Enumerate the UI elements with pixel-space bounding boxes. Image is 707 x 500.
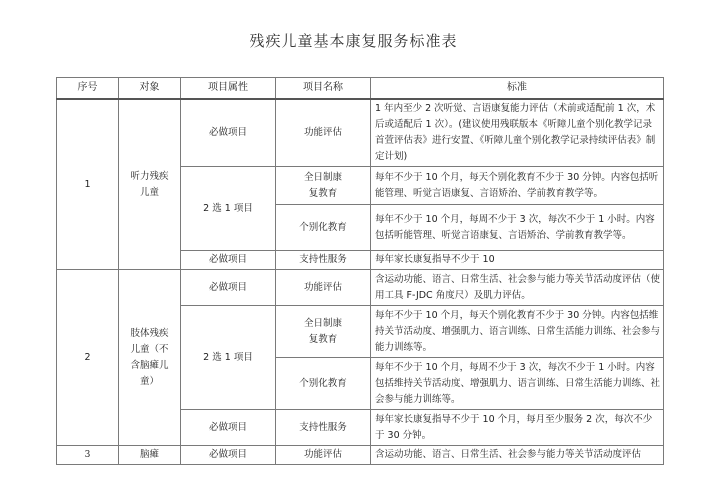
name-cell: 功能评估: [276, 446, 371, 465]
name-cell: 支持性服务: [276, 251, 371, 270]
name-cell: 个别化教育: [276, 358, 371, 410]
standard-cell: 每年不少于 10 个月，每天个别化教育不少于 30 分钟。内容包括听能管理、听觉言语康复、言语矫治、学前教育教学等。: [371, 167, 664, 205]
name-cell: 个别化教育: [276, 205, 371, 251]
table-row: [57, 99, 664, 167]
seq-cell: 1: [57, 99, 119, 270]
name-cell: 全日制康复教育: [276, 167, 371, 205]
document-title: 残疾儿童基本康复服务标准表: [249, 32, 458, 50]
attr-cell: 必做项目: [181, 446, 276, 465]
standard-cell: 每年家长康复指导不少于 10 个月，每月至少服务 2 次，每次不少于 30 分钟。: [371, 410, 664, 446]
name-cell: 功能评估: [276, 99, 371, 167]
standards-table: [56, 77, 664, 465]
name-cell: 全日制康复教育: [276, 306, 371, 358]
seq-cell: 2: [57, 270, 119, 446]
target-cell: 肢体残疾儿童（不含脑瘫儿童）: [119, 270, 181, 446]
attr-cell: 必做项目: [181, 410, 276, 446]
attr-cell: 2 选 1 项目: [181, 306, 276, 410]
attr-cell: 必做项目: [181, 99, 276, 167]
table-row: [57, 270, 664, 306]
standard-cell: 每年不少于 10 个月，每周不少于 3 次，每次不少于 1 小时。内容包括维持关节活动度、增强肌力、语言训练、日常生活能力训练、社会参与能力训练等。: [371, 358, 664, 410]
standard-cell: 含运动功能、语言、日常生活、社会参与能力等关节活动度评估: [371, 446, 664, 465]
header-target: 对象: [119, 78, 181, 100]
seq-cell: 3: [57, 446, 119, 465]
standard-cell: 含运动功能、语言、日常生活、社会参与能力等关节活动度评估（使用工具 F-JDC 角度尺）及肌力评估。: [371, 270, 664, 306]
standard-cell: 每年不少于 10 个月，每天个别化教育不少于 30 分钟。内容包括维持关节活动度、增强肌力、语言训练、日常生活能力训练、社会参与能力训练等。: [371, 306, 664, 358]
target-cell: 脑瘫: [119, 446, 181, 465]
attr-cell: 必做项目: [181, 270, 276, 306]
standard-cell: 每年不少于 10 个月，每周不少于 3 次，每次不少于 1 小时。内容包括听能管理、听觉言语康复、言语矫治、学前教育教学等。: [371, 205, 664, 251]
standard-cell: 每年家长康复指导不少于 10: [371, 251, 664, 270]
header-seq: 序号: [57, 78, 119, 100]
header-standard: 标准: [371, 78, 664, 100]
name-cell: 支持性服务: [276, 410, 371, 446]
header-attr: 项目属性: [181, 78, 276, 100]
standard-cell: 1 年内至少 2 次听觉、言语康复能力评估（术前或适配前 1 次，术后或适配后 1 次）。(建议使用残联版本《听障儿童个别化教学记录首萱评估表》进行安置、《听障儿童个别化教学记录持续评估表》制定计划): [371, 99, 664, 167]
table-header-row: [57, 78, 664, 100]
header-name: 项目名称: [276, 78, 371, 100]
attr-cell: 2 选 1 项目: [181, 167, 276, 251]
target-cell: 听力残疾儿童: [119, 99, 181, 270]
name-cell: 功能评估: [276, 270, 371, 306]
attr-cell: 必做项目: [181, 251, 276, 270]
table-row: [57, 446, 664, 465]
